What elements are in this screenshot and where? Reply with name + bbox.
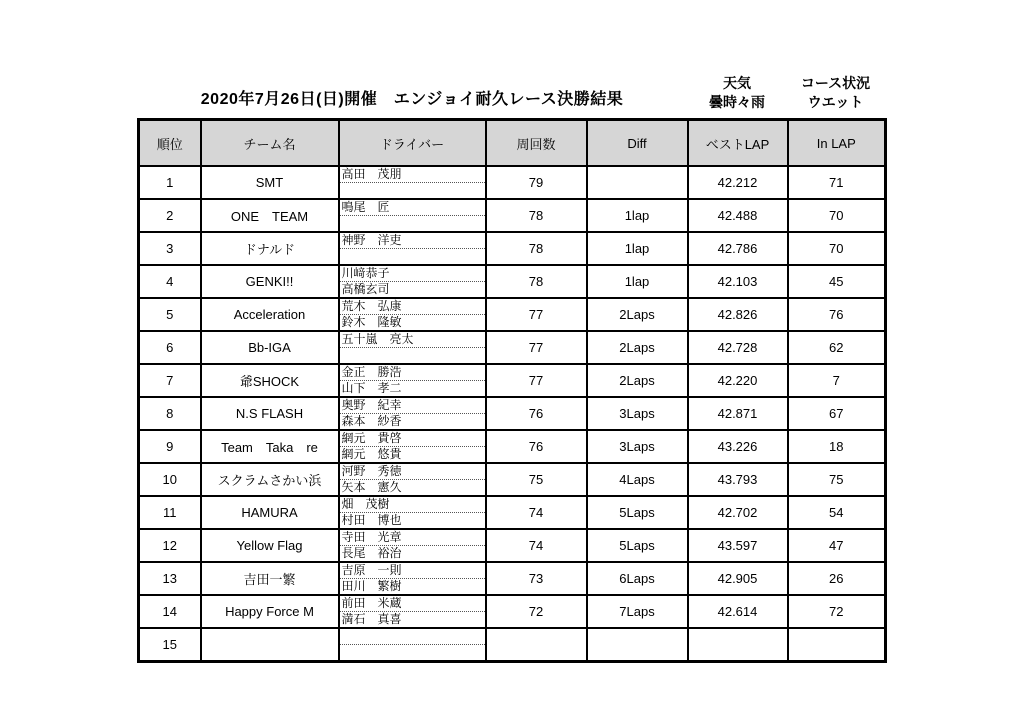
- driver-name-2: [340, 249, 485, 264]
- best-lap-cell: 43.226: [688, 430, 788, 463]
- driver-cell: [339, 496, 486, 529]
- rank-cell: 6: [139, 331, 201, 364]
- diff-cell: 4Laps: [587, 463, 688, 496]
- in-lap-cell: 45: [788, 265, 886, 298]
- driver-name-2: [340, 216, 485, 231]
- diff-cell: 2Laps: [587, 364, 688, 397]
- table-row: [139, 298, 886, 331]
- table-row: [139, 496, 886, 529]
- in-lap-cell: 71: [788, 166, 886, 199]
- results-table: [137, 118, 887, 663]
- rank-cell: 15: [139, 628, 201, 662]
- header-bestlap: ベストLAP: [688, 120, 788, 167]
- diff-cell: 1lap: [587, 232, 688, 265]
- team-cell: GENKI!!: [201, 265, 339, 298]
- team-cell: ドナルド: [201, 232, 339, 265]
- laps-cell: 78: [486, 232, 587, 265]
- driver-name-1: 吉原 一則: [340, 563, 485, 579]
- header-laps: 周回数: [486, 120, 587, 167]
- diff-cell: 1lap: [587, 265, 688, 298]
- driver-name-1: 寺田 光章: [340, 530, 485, 546]
- team-cell: Happy Force M: [201, 595, 339, 628]
- in-lap-cell: 72: [788, 595, 886, 628]
- driver-name-1: 川﨑恭子: [340, 266, 485, 282]
- team-cell: Bb-IGA: [201, 331, 339, 364]
- table-row: [139, 166, 886, 199]
- driver-name-1: 畑 茂樹: [340, 497, 485, 513]
- driver-name-1: 荒木 弘康: [340, 299, 485, 315]
- rank-cell: 4: [139, 265, 201, 298]
- in-lap-cell: 75: [788, 463, 886, 496]
- driver-cell: [339, 430, 486, 463]
- diff-cell: 7Laps: [587, 595, 688, 628]
- table-row: [139, 529, 886, 562]
- driver-name-2: 網元 悠貴: [341, 447, 402, 461]
- weather-value: 曇時々雨: [709, 94, 765, 110]
- laps-cell: 78: [486, 199, 587, 232]
- rank-cell: 10: [139, 463, 201, 496]
- best-lap-cell: 43.793: [688, 463, 788, 496]
- driver-name-1: 金正 勝浩: [340, 365, 485, 381]
- laps-cell: 73: [486, 562, 587, 595]
- header-driver: ドライバー: [339, 120, 486, 167]
- diff-cell: 6Laps: [587, 562, 688, 595]
- driver-cell: [339, 166, 486, 199]
- driver-name-2: 山下 孝二: [341, 381, 402, 395]
- header-diff: Diff: [587, 120, 688, 167]
- driver-name-2: [340, 645, 485, 660]
- best-lap-cell: 42.702: [688, 496, 788, 529]
- table-row: [139, 265, 886, 298]
- course-label: コース状況: [800, 75, 871, 91]
- driver-name-1: 奥野 紀幸: [340, 398, 485, 414]
- weather-label: 天気: [723, 75, 751, 91]
- best-lap-cell: 42.905: [688, 562, 788, 595]
- team-cell: 吉田一繁: [201, 562, 339, 595]
- driver-cell: [339, 199, 486, 232]
- laps-cell: 75: [486, 463, 587, 496]
- rank-cell: 2: [139, 199, 201, 232]
- header-team: チーム名: [201, 120, 339, 167]
- table-row: [139, 430, 886, 463]
- best-lap-cell: 43.597: [688, 529, 788, 562]
- in-lap-cell: [788, 628, 886, 662]
- team-cell: Yellow Flag: [201, 529, 339, 562]
- rank-cell: 12: [139, 529, 201, 562]
- driver-cell: [339, 298, 486, 331]
- header-row: [139, 120, 886, 167]
- laps-cell: 79: [486, 166, 587, 199]
- team-cell: N.S FLASH: [201, 397, 339, 430]
- laps-cell: 74: [486, 496, 587, 529]
- rank-cell: 11: [139, 496, 201, 529]
- team-cell: HAMURA: [201, 496, 339, 529]
- table-row: [139, 232, 886, 265]
- driver-name-2: 村田 博也: [341, 513, 402, 527]
- table-row: [139, 628, 886, 662]
- driver-cell: [339, 331, 486, 364]
- in-lap-cell: 62: [788, 331, 886, 364]
- driver-name-2: 矢本 憲久: [341, 480, 402, 494]
- driver-name-1: 五十嵐 亮太: [340, 332, 485, 348]
- in-lap-cell: 18: [788, 430, 886, 463]
- laps-cell: [486, 628, 587, 662]
- laps-cell: 77: [486, 298, 587, 331]
- team-cell: ONE TEAM: [201, 199, 339, 232]
- team-cell: [201, 628, 339, 662]
- driver-name-1: 網元 貴啓: [340, 431, 485, 447]
- rank-cell: 1: [139, 166, 201, 199]
- best-lap-cell: 42.728: [688, 331, 788, 364]
- course-value: ウエット: [807, 94, 864, 110]
- driver-name-2: 満石 真喜: [341, 612, 402, 626]
- laps-cell: 77: [486, 364, 587, 397]
- driver-name-2: 鈴木 隆敏: [341, 315, 402, 329]
- driver-name-1: 前田 米蔵: [340, 596, 485, 612]
- driver-cell: [339, 529, 486, 562]
- driver-name-2: 森本 紗香: [341, 414, 402, 428]
- best-lap-cell: [688, 628, 788, 662]
- in-lap-cell: 47: [788, 529, 886, 562]
- rank-cell: 3: [139, 232, 201, 265]
- driver-cell: [339, 265, 486, 298]
- diff-cell: 5Laps: [587, 529, 688, 562]
- in-lap-cell: 26: [788, 562, 886, 595]
- in-lap-cell: 54: [788, 496, 886, 529]
- laps-cell: 76: [486, 430, 587, 463]
- laps-cell: 72: [486, 595, 587, 628]
- table-row: [139, 562, 886, 595]
- driver-name-2: [340, 183, 485, 198]
- team-cell: SMT: [201, 166, 339, 199]
- diff-cell: [587, 166, 688, 199]
- in-lap-cell: 76: [788, 298, 886, 331]
- driver-cell: [339, 397, 486, 430]
- best-lap-cell: 42.871: [688, 397, 788, 430]
- driver-name-1: 高田 茂朋: [340, 167, 485, 183]
- table-row: [139, 364, 886, 397]
- in-lap-cell: 70: [788, 232, 886, 265]
- best-lap-cell: 42.826: [688, 298, 788, 331]
- driver-name-2: [340, 348, 485, 363]
- laps-cell: 76: [486, 397, 587, 430]
- laps-cell: 74: [486, 529, 587, 562]
- rank-cell: 14: [139, 595, 201, 628]
- driver-name-1: 神野 洋吏: [340, 233, 485, 249]
- rank-cell: 8: [139, 397, 201, 430]
- table-row: [139, 463, 886, 496]
- driver-cell: [339, 562, 486, 595]
- diff-cell: 1lap: [587, 199, 688, 232]
- diff-cell: 3Laps: [587, 397, 688, 430]
- header-rank: 順位: [139, 120, 201, 167]
- in-lap-cell: 67: [788, 397, 886, 430]
- rank-cell: 5: [139, 298, 201, 331]
- driver-name-1: [340, 629, 485, 645]
- driver-cell: [339, 364, 486, 397]
- driver-name-1: 河野 秀徳: [340, 464, 485, 480]
- driver-cell: [339, 595, 486, 628]
- table-row: [139, 397, 886, 430]
- team-cell: Acceleration: [201, 298, 339, 331]
- diff-cell: 2Laps: [587, 298, 688, 331]
- diff-cell: [587, 628, 688, 662]
- page-title: 2020年7月26日(日)開催 エンジョイ耐久レース決勝結果: [200, 91, 624, 108]
- best-lap-cell: 42.786: [688, 232, 788, 265]
- course-condition-block: [787, 74, 884, 112]
- driver-name-2: 長尾 裕治: [341, 546, 402, 560]
- team-cell: スクラムさかい浜: [201, 463, 339, 496]
- best-lap-cell: 42.220: [688, 364, 788, 397]
- table-row: [139, 331, 886, 364]
- diff-cell: 5Laps: [587, 496, 688, 529]
- team-cell: 爺SHOCK: [201, 364, 339, 397]
- header-inlap: In LAP: [788, 120, 886, 167]
- rank-cell: 9: [139, 430, 201, 463]
- table-row: [139, 595, 886, 628]
- diff-cell: 2Laps: [587, 331, 688, 364]
- diff-cell: 3Laps: [587, 430, 688, 463]
- weather-block: [687, 74, 787, 112]
- rank-cell: 13: [139, 562, 201, 595]
- rank-cell: 7: [139, 364, 201, 397]
- table-row: [139, 199, 886, 232]
- driver-name-2: 田川 繁樹: [341, 579, 402, 593]
- best-lap-cell: 42.103: [688, 265, 788, 298]
- best-lap-cell: 42.212: [688, 166, 788, 199]
- driver-cell: [339, 628, 486, 662]
- team-cell: Team Taka re: [201, 430, 339, 463]
- laps-cell: 78: [486, 265, 587, 298]
- driver-name-1: 鳴尾 匠: [340, 200, 485, 216]
- laps-cell: 77: [486, 331, 587, 364]
- driver-cell: [339, 232, 486, 265]
- in-lap-cell: 70: [788, 199, 886, 232]
- in-lap-cell: 7: [788, 364, 886, 397]
- driver-name-2: 高橋玄司: [341, 282, 390, 296]
- best-lap-cell: 42.488: [688, 199, 788, 232]
- driver-cell: [339, 463, 486, 496]
- best-lap-cell: 42.614: [688, 595, 788, 628]
